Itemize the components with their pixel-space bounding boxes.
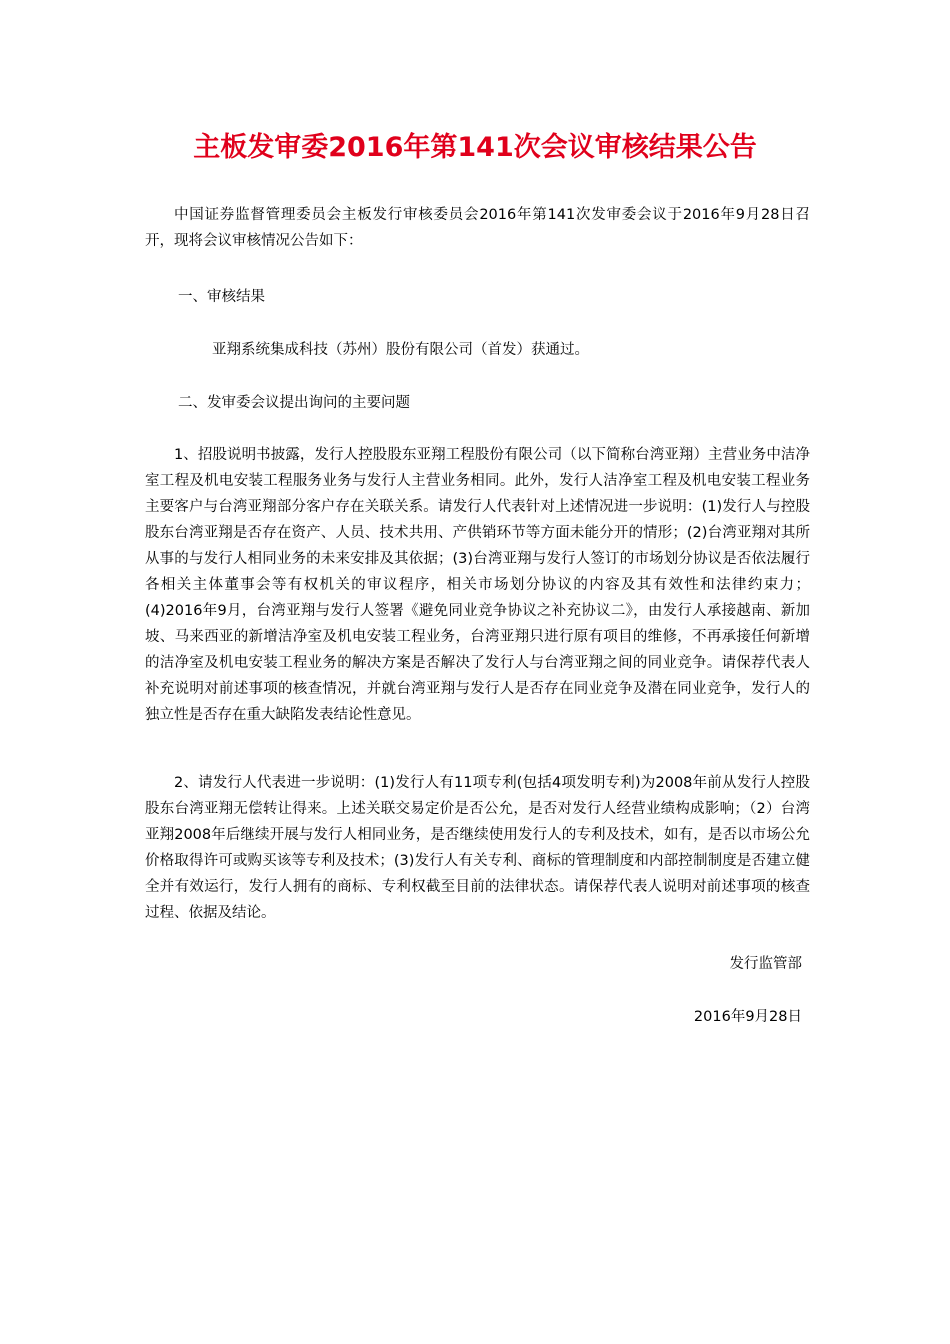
issuing-department: 发行监管部 bbox=[729, 956, 802, 972]
section1-heading: 一、审核结果 bbox=[178, 289, 265, 305]
section2-heading: 二、发审委会议提出询问的主要问题 bbox=[178, 395, 410, 411]
intro-paragraph: 中国证券监督管理委员会主板发行审核委员会2016年第141次发审委会议于2016年9月28日召开，现将会议审核情况公告如下： bbox=[145, 207, 810, 249]
question-2-paragraph: 2、请发行人代表进一步说明：(1)发行人有11项专利(包括4项发明专利)为2008年前从发行人控股股东台湾亚翔无偿转让得来。上述关联交易定价是否公允，是否对发行人经营业绩构成影响；（2）台湾亚翔2008年后继续开展与发行人相同业务，是否继续使用发行人的专利及技术，如有，是否以市场公允价格取得许可或购买该等专利及技术；(3)发行人有关专利、商标的管理制度和内部控制制度是否建立健全并有效运行，发行人拥有的商标、专利权截至目前的法律状态。请保荐代表人说明对前述事项的核查过程、依据及结论。 bbox=[145, 775, 810, 921]
document-title: 主板发审委2016年第141次会议审核结果公告 bbox=[193, 132, 757, 163]
review-result: 亚翔系统集成科技（苏州）股份有限公司（首发）获通过。 bbox=[212, 342, 589, 358]
document-date: 2016年9月28日 bbox=[693, 1009, 802, 1025]
question-1-paragraph: 1、招股说明书披露，发行人控股股东亚翔工程股份有限公司（以下简称台湾亚翔）主营业务中洁净室工程及机电安装工程服务业务与发行人主营业务相同。此外，发行人洁净室工程及机电安装工程业务主要客户与台湾亚翔部分客户存在关联关系。请发行人代表针对上述情况进一步说明：(1)发行人与控股股东台湾亚翔是否存在资产、人员、技术共用、产供销环节等方面未能分开的情形；(2)台湾亚翔对其所从事的与发行人相同业务的未来安排及其依据；(3)台湾亚翔与发行人签订的市场划分协议是否依法履行各相关主体董事会等有权机关的审议程序，相关市场划分协议的内容及其有效性和法律约束力；(4)2016年9月，台湾亚翔与发行人签署《避免同业竞争协议之补充协议二》，由发行人承接越南、新加坡、马来西亚的新增洁净室及机电安装工程业务，台湾亚翔只进行原有项目的维修，不再承接任何新增的洁净室及机电安装工程业务的解决方案是否解决了发行人与台湾亚翔之间的同业竞争。请保荐代表人补充说明对前述事项的核查情况，并就台湾亚翔与发行人是否存在同业竞争及潜在同业竞争，发行人的独立性是否存在重大缺陷发表结论性意见。 bbox=[145, 447, 810, 723]
